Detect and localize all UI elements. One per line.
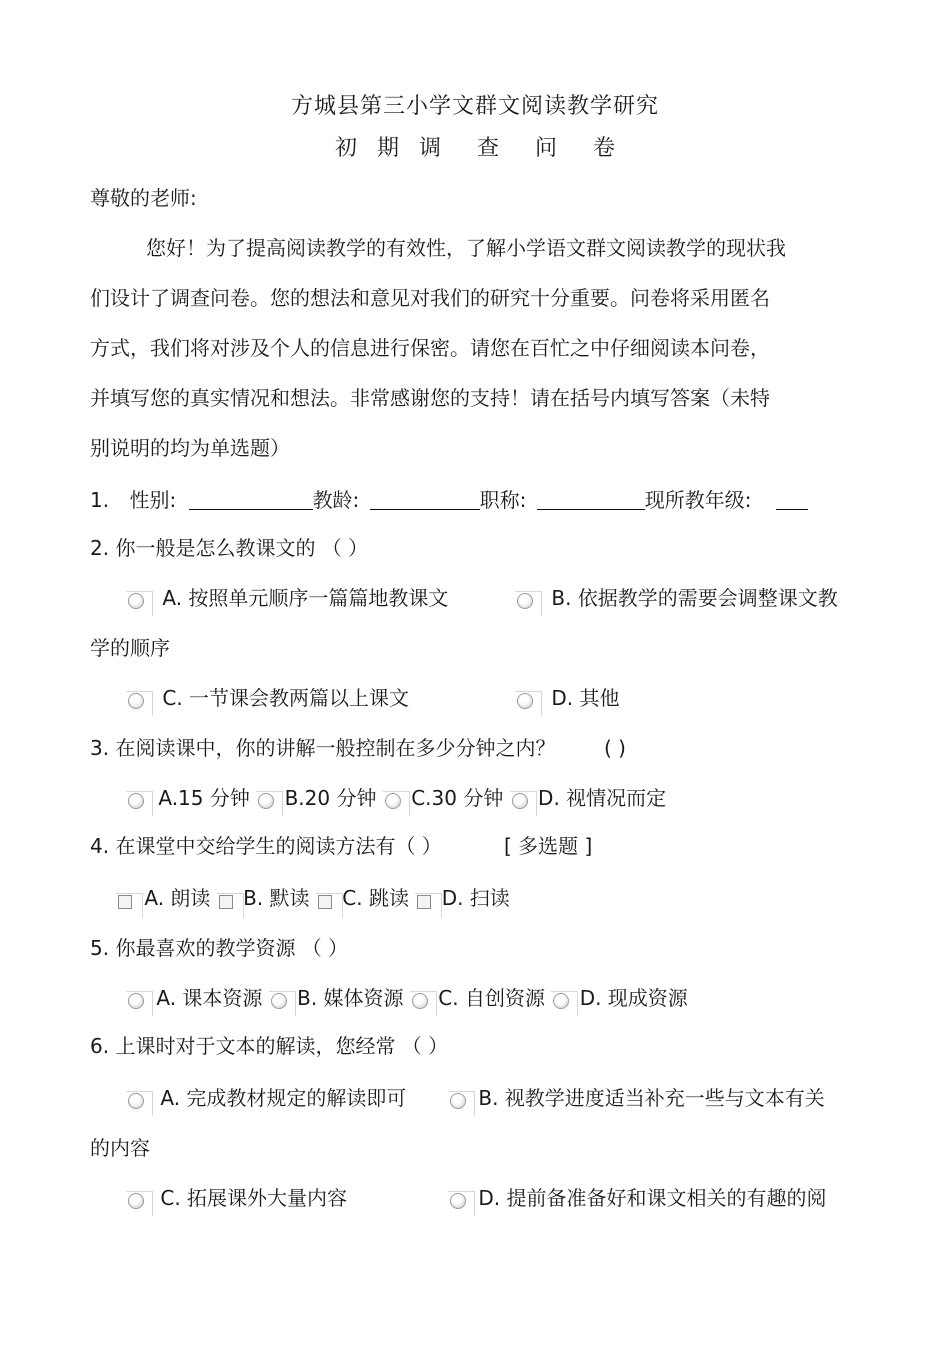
subtitle-char: 卷 <box>593 136 616 161</box>
q6-option-b[interactable] <box>448 1088 825 1109</box>
radio-button[interactable] <box>126 1091 144 1109</box>
checkbox[interactable] <box>217 893 233 909</box>
q5-options <box>126 988 688 1009</box>
q2-option-a[interactable] <box>126 588 448 609</box>
question-6: 6. 上课时对于文本的解读，您经常 （ ） <box>90 1034 449 1058</box>
q4-options <box>116 888 510 909</box>
option-label: A. 完成教材规定的解读即可 <box>160 1086 407 1110</box>
document-title: 方城县第三小学文群文阅读教学研究 <box>290 94 659 119</box>
answer-paren: ( ) <box>604 736 626 760</box>
question-number: 1. <box>90 488 110 512</box>
checkbox[interactable] <box>116 893 132 909</box>
q6-option-a[interactable] <box>126 1088 406 1109</box>
radio-button[interactable] <box>269 991 287 1009</box>
job-title-label: 职称: <box>479 488 527 512</box>
checkbox[interactable] <box>316 893 332 909</box>
subtitle-char: 调 <box>418 136 441 161</box>
option-label: C. 自创资源 <box>438 986 545 1010</box>
radio-button[interactable] <box>510 791 528 809</box>
question-3: 3. 在阅读课中，你的讲解一般控制在多少分钟之内？ <box>90 736 556 760</box>
option-label: B.20 分钟 <box>284 786 377 810</box>
radio-button[interactable] <box>515 591 533 609</box>
q6-option-d[interactable] <box>448 1188 826 1209</box>
question-1 <box>90 490 808 510</box>
option-label: D. 提前备准备好和课文相关的有趣的阅 <box>478 1186 827 1210</box>
radio-button[interactable] <box>551 991 569 1009</box>
option-label: B. 视教学进度适当补充一些与文本有关 <box>478 1086 825 1110</box>
option-label: B. 媒体资源 <box>297 986 404 1010</box>
option-label: B. 依据教学的需要会调整课文教 <box>551 586 838 610</box>
intro-line: 并填写您的真实情况和想法。非常感谢您的支持！请在括号内填写答案（未特 <box>90 386 770 410</box>
question-2: 2. 你一般是怎么教课文的 （ ） <box>90 536 369 560</box>
intro-line: 别说明的均为单选题） <box>90 436 290 460</box>
radio-button[interactable] <box>410 991 428 1009</box>
q3-options <box>126 788 666 809</box>
radio-button[interactable] <box>126 791 144 809</box>
teaching-age-field[interactable] <box>370 491 480 510</box>
salutation: 尊敬的老师: <box>90 186 197 210</box>
question-4: 4. 在课堂中交给学生的阅读方法有（ ） <box>90 834 442 858</box>
subtitle-char: 问 <box>535 136 558 161</box>
subtitle-char: 查 <box>477 136 500 161</box>
option-label: A. 按照单元顺序一篇篇地教课文 <box>162 586 449 610</box>
option-label: D. 其他 <box>551 686 620 710</box>
gender-label: 性别: <box>129 488 177 512</box>
grade-label: 现所教年级: <box>644 488 752 512</box>
intro-line: 您好！为了提高阅读教学的有效性，了解小学语文群文阅读教学的现状我 <box>146 236 786 260</box>
option-label: C. 一节课会教两篇以上课文 <box>162 686 410 710</box>
option-label: B. 默读 <box>243 886 310 910</box>
option-label: C. 拓展课外大量内容 <box>160 1186 348 1210</box>
radio-button[interactable] <box>126 691 144 709</box>
q6-option-c[interactable] <box>126 1188 347 1209</box>
radio-button[interactable] <box>126 1191 144 1209</box>
radio-button[interactable] <box>448 1091 466 1109</box>
radio-button[interactable] <box>383 791 401 809</box>
option-label: D. 扫读 <box>441 886 510 910</box>
intro-line: 方式，我们将对涉及个人的信息进行保密。请您在百忙之中仔细阅读本问卷， <box>90 336 770 360</box>
grade-field[interactable] <box>776 491 808 510</box>
option-label: A. 课本资源 <box>156 986 263 1010</box>
option-label: C.30 分钟 <box>411 786 504 810</box>
document-subtitle <box>0 138 950 160</box>
subtitle-char: 期 <box>376 136 399 161</box>
option-label: A. 朗读 <box>144 886 211 910</box>
option-label-continued: 的内容 <box>90 1136 150 1160</box>
radio-button[interactable] <box>126 591 144 609</box>
subtitle-char: 初 <box>334 136 357 161</box>
option-label: D. 视情况而定 <box>538 786 667 810</box>
option-label-continued: 学的顺序 <box>90 636 170 660</box>
checkbox[interactable] <box>415 893 431 909</box>
radio-button[interactable] <box>256 791 274 809</box>
radio-button[interactable] <box>126 991 144 1009</box>
question-5: 5. 你最喜欢的教学资源 （ ） <box>90 936 349 960</box>
q2-option-b[interactable] <box>515 588 838 609</box>
multi-select-tag: [ 多选题 ] <box>504 834 593 858</box>
q2-option-c[interactable] <box>126 688 409 709</box>
radio-button[interactable] <box>448 1191 466 1209</box>
q2-option-d[interactable] <box>515 688 619 709</box>
option-label: A.15 分钟 <box>158 786 250 810</box>
option-label: C. 跳读 <box>342 886 409 910</box>
teaching-age-label: 教龄: <box>312 488 360 512</box>
option-label: D. 现成资源 <box>579 986 688 1010</box>
radio-button[interactable] <box>515 691 533 709</box>
gender-field[interactable] <box>189 491 313 510</box>
intro-line: 们设计了调查问卷。您的想法和意见对我们的研究十分重要。问卷将采用匿名 <box>90 286 770 310</box>
job-title-field[interactable] <box>537 491 645 510</box>
